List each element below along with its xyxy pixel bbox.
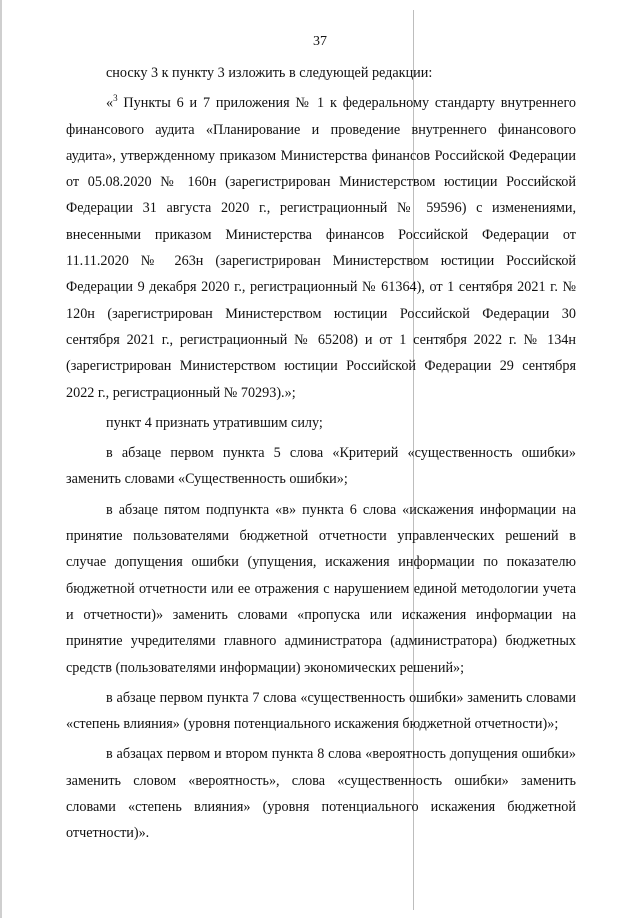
paragraph-item-6 xyxy=(66,497,576,681)
paragraph-text: в абзаце первом пункта 5 слова «Критерий «существенность ошибки» заменить словами «Существенность ошибки»; xyxy=(66,445,576,488)
paragraph-item-7 xyxy=(66,685,576,738)
paragraph-item-8 xyxy=(66,741,576,846)
paragraph-text: сноску 3 к пункту 3 изложить в следующей редакции: xyxy=(106,65,433,81)
paragraph-text: Пункты 6 и 7 приложения № 1 к федеральному стандарту внутреннего финансового аудита «Планирование и проведение внутреннего финансового аудита», утвержденному приказом Министерства финансов Российской Федерации от 05.08.2020 № 160н (зарегистрирован Министерством юстиции Российской Федерации 31 августа 2020 г., регистрационный № 59596) с изменениями, внесенными приказом Министерства финансов Российской Федерации от 11.11.2020 № 263н (зарегистрирован Министерством юстиции Российской Федерации 9 декабря 2020 г., регистрационный № 61364), от 1 сентября 2021 г. № 120н (зарегистрирован Министерством юстиции Российской Федерации 30 сентября 2021 г., регистрационный № 65208) и от 1 сентября 2022 г. № 134н (зарегистрирован Министерством юстиции Российской Федерации 29 сентября 2022 г., регистрационный № 70293).»; xyxy=(66,95,576,401)
quote-mark: « xyxy=(106,95,114,112)
paragraph-item-4 xyxy=(66,410,576,436)
document-body xyxy=(66,60,576,847)
paragraph-text: в абзаце пятом подпункта «в» пункта 6 слова «искажения информации на принятие пользователями бюджетной отчетности управленческих решений в случае допущения ошибки (упущения, искажения информации по показателю бюджетной отчетности или ее отражения с нарушением единой методологии учета и отчетности)» заменить словами «пропуска или искажения информации на принятие учредителями главного администратора (администратора) бюджетных средств (пользователями информации) экономических решений»; xyxy=(66,501,576,676)
paragraph-text: в абзацах первом и втором пункта 8 слова «вероятность допущения ошибки» заменить словом «вероятность», слова «существенность ошибки» заменить словами «степень влияния» (уровня потенциального искажения бюджетной отчетности)». xyxy=(66,746,576,842)
paragraph-text: пункт 4 признать утратившим силу; xyxy=(106,414,323,431)
paragraph-footnote-intro xyxy=(66,60,576,86)
scan-edge xyxy=(0,0,2,918)
paragraph-footnote-text xyxy=(66,90,576,406)
page-number: 37 xyxy=(313,34,327,49)
footnote-marker: 3 xyxy=(113,93,118,104)
paragraph-item-5 xyxy=(66,440,576,493)
paragraph-text: в абзаце первом пункта 7 слова «существенность ошибки» заменить словами «степень влияния» (уровня потенциального искажения бюджетной отчетности)»; xyxy=(66,689,576,733)
